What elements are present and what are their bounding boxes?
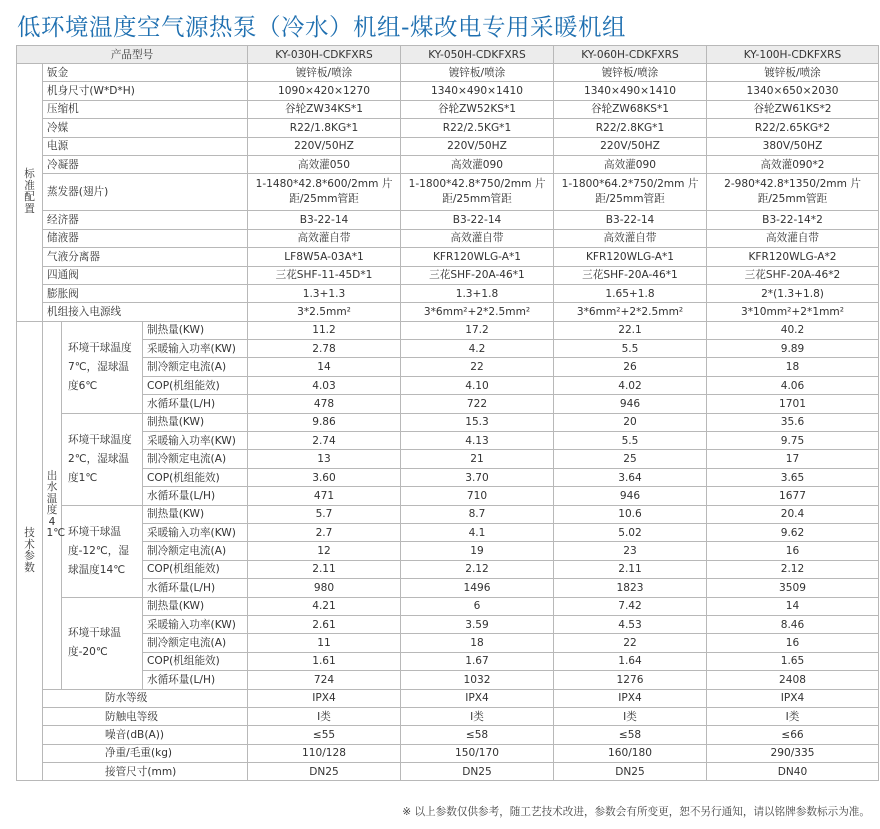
- param-value: 16: [707, 542, 879, 560]
- param-value: 380V/50HZ: [707, 137, 879, 155]
- param-value: 710: [401, 487, 554, 505]
- param-value: 21: [401, 450, 554, 468]
- param-value: 高效灌自带: [401, 229, 554, 247]
- section-label-text: 技术参数: [24, 527, 35, 574]
- param-value: 2.78: [248, 340, 401, 358]
- param-value: 2*(1.3+1.8): [707, 284, 879, 302]
- param-value: 镀锌板/喷涂: [554, 64, 707, 82]
- param-name: 四通阀: [43, 266, 248, 284]
- param-value: R22/2.8KG*1: [554, 119, 707, 137]
- param-value: I类: [707, 707, 879, 725]
- table-row: [17, 523, 879, 541]
- table-row: [17, 652, 879, 670]
- condition-label: 环境干球温度7℃，湿球温度6℃: [62, 321, 143, 413]
- param-value: B3-22-14: [554, 211, 707, 229]
- param-value: 946: [554, 487, 707, 505]
- param-value: 谷轮ZW61KS*2: [707, 100, 879, 118]
- param-name: COP(机组能效): [143, 376, 248, 394]
- table-row: [17, 707, 879, 725]
- param-value: 2.74: [248, 432, 401, 450]
- param-name: 蒸发器(翅片): [43, 174, 248, 211]
- param-value: 8.7: [401, 505, 554, 523]
- table-row: [17, 358, 879, 376]
- param-value: B3-22-14: [401, 211, 554, 229]
- table-row: [17, 597, 879, 615]
- param-value: 160/180: [554, 744, 707, 762]
- param-value: 2.7: [248, 523, 401, 541]
- param-name: 采暖输入功率(KW): [143, 340, 248, 358]
- param-value: 16: [707, 634, 879, 652]
- param-value: 1340×490×1410: [554, 82, 707, 100]
- param-value: 高效灌090: [554, 155, 707, 173]
- table-row: [17, 155, 879, 173]
- param-value: R22/2.65KG*2: [707, 119, 879, 137]
- param-value: 1.67: [401, 652, 554, 670]
- param-value: 19: [401, 542, 554, 560]
- param-value: 3.70: [401, 468, 554, 486]
- param-value: 722: [401, 395, 554, 413]
- table-row: [17, 726, 879, 744]
- param-name: 制冷额定电流(A): [143, 450, 248, 468]
- table-row: [17, 615, 879, 633]
- param-value: 25: [554, 450, 707, 468]
- param-value: 1.3+1.8: [401, 284, 554, 302]
- param-value: 3*2.5mm²: [248, 303, 401, 321]
- param-value: IPX4: [248, 689, 401, 707]
- param-value: 镀锌板/喷涂: [401, 64, 554, 82]
- param-value: 谷轮ZW52KS*1: [401, 100, 554, 118]
- model-header: KY-030H-CDKFXRS: [248, 46, 401, 64]
- param-value: 三花SHF-11-45D*1: [248, 266, 401, 284]
- param-name: 冷媒: [43, 119, 248, 137]
- param-value: 1340×490×1410: [401, 82, 554, 100]
- model-header: KY-060H-CDKFXRS: [554, 46, 707, 64]
- table-row: [17, 64, 879, 82]
- param-value: 4.13: [401, 432, 554, 450]
- param-name: 水循环量(L/H): [143, 671, 248, 689]
- param-value: 1276: [554, 671, 707, 689]
- param-value: 4.2: [401, 340, 554, 358]
- param-value: 18: [707, 358, 879, 376]
- param-value: 14: [707, 597, 879, 615]
- param-name: 采暖输入功率(KW): [143, 615, 248, 633]
- param-value: 1-1480*42.8*600/2mm 片距/25mm管距: [248, 174, 401, 211]
- param-value: 三花SHF-20A-46*1: [401, 266, 554, 284]
- param-value: 10.6: [554, 505, 707, 523]
- param-value: R22/2.5KG*1: [401, 119, 554, 137]
- water-temp-text: 出水温度41℃: [46, 469, 66, 540]
- param-value: 8.46: [707, 615, 879, 633]
- header-row: [17, 46, 879, 64]
- table-row: [17, 689, 879, 707]
- condition-label: 环境干球温度2℃，湿球温度1℃: [62, 413, 143, 505]
- param-value: 4.10: [401, 376, 554, 394]
- param-name: 净重/毛重(kg): [43, 744, 248, 762]
- param-value: 1032: [401, 671, 554, 689]
- table-row: [17, 340, 879, 358]
- section-label-text: 标准配置: [24, 168, 35, 215]
- param-name: 采暖输入功率(KW): [143, 432, 248, 450]
- header-label: 产品型号: [17, 46, 248, 64]
- param-name: 制冷额定电流(A): [143, 358, 248, 376]
- param-value: DN40: [707, 763, 879, 781]
- table-row: [17, 119, 879, 137]
- param-value: 22.1: [554, 321, 707, 339]
- param-value: ≤66: [707, 726, 879, 744]
- param-name: 水循环量(L/H): [143, 579, 248, 597]
- param-value: 1340×650×2030: [707, 82, 879, 100]
- param-value: 7.42: [554, 597, 707, 615]
- param-value: 1701: [707, 395, 879, 413]
- table-row: [17, 432, 879, 450]
- param-value: 3.65: [707, 468, 879, 486]
- param-name: COP(机组能效): [143, 560, 248, 578]
- param-value: 980: [248, 579, 401, 597]
- param-value: 1823: [554, 579, 707, 597]
- param-value: DN25: [401, 763, 554, 781]
- param-value: 110/128: [248, 744, 401, 762]
- param-value: ≤58: [554, 726, 707, 744]
- param-value: B3-22-14*2: [707, 211, 879, 229]
- section-label-standard: [17, 64, 43, 322]
- param-value: 2-980*42.8*1350/2mm 片距/25mm管距: [707, 174, 879, 211]
- param-value: 15.3: [401, 413, 554, 431]
- param-name: 钣金: [43, 64, 248, 82]
- param-name: 冷凝器: [43, 155, 248, 173]
- section-label-technical: [17, 321, 43, 781]
- param-value: 1496: [401, 579, 554, 597]
- param-value: 9.75: [707, 432, 879, 450]
- condition-label: 环境干球温度-12℃，湿球温度14℃: [62, 505, 143, 597]
- param-name: 压缩机: [43, 100, 248, 118]
- table-row: [17, 450, 879, 468]
- param-value: DN25: [554, 763, 707, 781]
- param-value: 5.5: [554, 432, 707, 450]
- param-value: 17.2: [401, 321, 554, 339]
- param-value: KFR120WLG-A*1: [401, 248, 554, 266]
- param-value: 4.1: [401, 523, 554, 541]
- param-value: 9.62: [707, 523, 879, 541]
- param-name: 防水等级: [43, 689, 248, 707]
- param-value: 23: [554, 542, 707, 560]
- param-name: 制热量(KW): [143, 597, 248, 615]
- param-name: 制冷额定电流(A): [143, 634, 248, 652]
- param-value: 2.12: [401, 560, 554, 578]
- param-name: COP(机组能效): [143, 468, 248, 486]
- param-value: I类: [248, 707, 401, 725]
- param-name: 机身尺寸(W*D*H): [43, 82, 248, 100]
- param-value: 2.11: [554, 560, 707, 578]
- param-name: 机组接入电源线: [43, 303, 248, 321]
- param-value: 高效灌自带: [707, 229, 879, 247]
- param-name: 接管尺寸(mm): [43, 763, 248, 781]
- table-row: [17, 634, 879, 652]
- table-row: [17, 671, 879, 689]
- param-name: 制热量(KW): [143, 505, 248, 523]
- param-value: 2.12: [707, 560, 879, 578]
- param-value: 高效灌自带: [248, 229, 401, 247]
- param-value: 9.86: [248, 413, 401, 431]
- param-value: 3*6mm²+2*2.5mm²: [401, 303, 554, 321]
- param-value: 22: [554, 634, 707, 652]
- param-value: 3509: [707, 579, 879, 597]
- param-value: R22/1.8KG*1: [248, 119, 401, 137]
- param-value: 20: [554, 413, 707, 431]
- table-row: [17, 82, 879, 100]
- param-value: IPX4: [554, 689, 707, 707]
- table-row: [17, 174, 879, 211]
- param-value: 高效灌090*2: [707, 155, 879, 173]
- param-value: 11: [248, 634, 401, 652]
- param-name: 制热量(KW): [143, 321, 248, 339]
- param-name: 经济器: [43, 211, 248, 229]
- param-value: 谷轮ZW34KS*1: [248, 100, 401, 118]
- param-value: KFR120WLG-A*2: [707, 248, 879, 266]
- param-value: 4.03: [248, 376, 401, 394]
- model-header: KY-050H-CDKFXRS: [401, 46, 554, 64]
- param-value: 290/335: [707, 744, 879, 762]
- param-value: KFR120WLG-A*1: [554, 248, 707, 266]
- param-value: B3-22-14: [248, 211, 401, 229]
- table-row: [17, 284, 879, 302]
- param-value: 3.60: [248, 468, 401, 486]
- param-name: 水循环量(L/H): [143, 487, 248, 505]
- param-value: 40.2: [707, 321, 879, 339]
- table-row: [17, 248, 879, 266]
- param-value: 5.7: [248, 505, 401, 523]
- table-row: [17, 579, 879, 597]
- table-row: [17, 560, 879, 578]
- param-value: 1-1800*42.8*750/2mm 片距/25mm管距: [401, 174, 554, 211]
- param-value: 17: [707, 450, 879, 468]
- param-value: 478: [248, 395, 401, 413]
- table-row: [17, 468, 879, 486]
- param-name: 膨胀阀: [43, 284, 248, 302]
- param-value: 镀锌板/喷涂: [248, 64, 401, 82]
- param-value: 20.4: [707, 505, 879, 523]
- table-row: [17, 376, 879, 394]
- spec-table: [16, 45, 879, 781]
- param-name: COP(机组能效): [143, 652, 248, 670]
- param-value: 1.65: [707, 652, 879, 670]
- param-name: 采暖输入功率(KW): [143, 523, 248, 541]
- param-value: 三花SHF-20A-46*1: [554, 266, 707, 284]
- param-value: 4.06: [707, 376, 879, 394]
- param-value: DN25: [248, 763, 401, 781]
- param-value: 220V/50HZ: [248, 137, 401, 155]
- param-value: I类: [401, 707, 554, 725]
- water-temp-label: [43, 321, 66, 689]
- table-row: [17, 229, 879, 247]
- param-value: 946: [554, 395, 707, 413]
- table-row: [17, 505, 879, 523]
- param-value: 471: [248, 487, 401, 505]
- param-value: 1.3+1.3: [248, 284, 401, 302]
- table-row: [17, 487, 879, 505]
- param-value: 5.5: [554, 340, 707, 358]
- param-value: 22: [401, 358, 554, 376]
- param-name: 储液器: [43, 229, 248, 247]
- param-value: 1677: [707, 487, 879, 505]
- param-value: 11.2: [248, 321, 401, 339]
- param-value: 4.21: [248, 597, 401, 615]
- table-row: [17, 137, 879, 155]
- table-row: [17, 266, 879, 284]
- param-value: 3.59: [401, 615, 554, 633]
- table-row: [17, 413, 879, 431]
- param-value: IPX4: [401, 689, 554, 707]
- param-value: 9.89: [707, 340, 879, 358]
- param-value: 1090×420×1270: [248, 82, 401, 100]
- param-value: 220V/50HZ: [401, 137, 554, 155]
- param-value: 高效灌090: [401, 155, 554, 173]
- param-value: ≤55: [248, 726, 401, 744]
- table-row: [17, 744, 879, 762]
- param-value: 1.65+1.8: [554, 284, 707, 302]
- param-value: 5.02: [554, 523, 707, 541]
- param-value: 220V/50HZ: [554, 137, 707, 155]
- param-value: 1-1800*64.2*750/2mm 片距/25mm管距: [554, 174, 707, 211]
- param-value: 1.61: [248, 652, 401, 670]
- param-value: 2.61: [248, 615, 401, 633]
- param-name: 噪音(dB(A)): [43, 726, 248, 744]
- param-value: 高效灌050: [248, 155, 401, 173]
- param-value: IPX4: [707, 689, 879, 707]
- param-value: 3.64: [554, 468, 707, 486]
- param-value: 4.53: [554, 615, 707, 633]
- table-row: [17, 763, 879, 781]
- model-header: KY-100H-CDKFXRS: [707, 46, 879, 64]
- param-value: 3*10mm²+2*1mm²: [707, 303, 879, 321]
- table-row: [17, 211, 879, 229]
- param-value: ≤58: [401, 726, 554, 744]
- param-value: 18: [401, 634, 554, 652]
- param-value: 12: [248, 542, 401, 560]
- table-row: [17, 395, 879, 413]
- param-name: 电源: [43, 137, 248, 155]
- param-name: 制冷额定电流(A): [143, 542, 248, 560]
- param-value: 14: [248, 358, 401, 376]
- param-name: 气液分离器: [43, 248, 248, 266]
- param-value: 13: [248, 450, 401, 468]
- param-value: 6: [401, 597, 554, 615]
- footnote: ※ 以上参数仅供参考，随工艺技术改进，参数会有所变更，恕不另行通知，请以铭牌参数标示为准。: [402, 806, 870, 818]
- table-row: [17, 321, 879, 339]
- table-row: [17, 100, 879, 118]
- param-value: 谷轮ZW68KS*1: [554, 100, 707, 118]
- param-name: 防触电等级: [43, 707, 248, 725]
- param-value: I类: [554, 707, 707, 725]
- table-row: [17, 542, 879, 560]
- param-value: 高效灌自带: [554, 229, 707, 247]
- param-value: 724: [248, 671, 401, 689]
- param-value: 150/170: [401, 744, 554, 762]
- param-value: 三花SHF-20A-46*2: [707, 266, 879, 284]
- param-value: 镀锌板/喷涂: [707, 64, 879, 82]
- param-name: 水循环量(L/H): [143, 395, 248, 413]
- param-value: 2408: [707, 671, 879, 689]
- param-value: 4.02: [554, 376, 707, 394]
- param-value: 35.6: [707, 413, 879, 431]
- param-name: 制热量(KW): [143, 413, 248, 431]
- condition-label: 环境干球温度-20℃: [62, 597, 143, 689]
- page-title: 低环境温度空气源热泵（冷水）机组-煤改电专用采暖机组: [17, 13, 626, 41]
- param-value: 2.11: [248, 560, 401, 578]
- param-value: 1.64: [554, 652, 707, 670]
- param-value: LF8W5A-03A*1: [248, 248, 401, 266]
- table-row: [17, 303, 879, 321]
- param-value: 26: [554, 358, 707, 376]
- param-value: 3*6mm²+2*2.5mm²: [554, 303, 707, 321]
